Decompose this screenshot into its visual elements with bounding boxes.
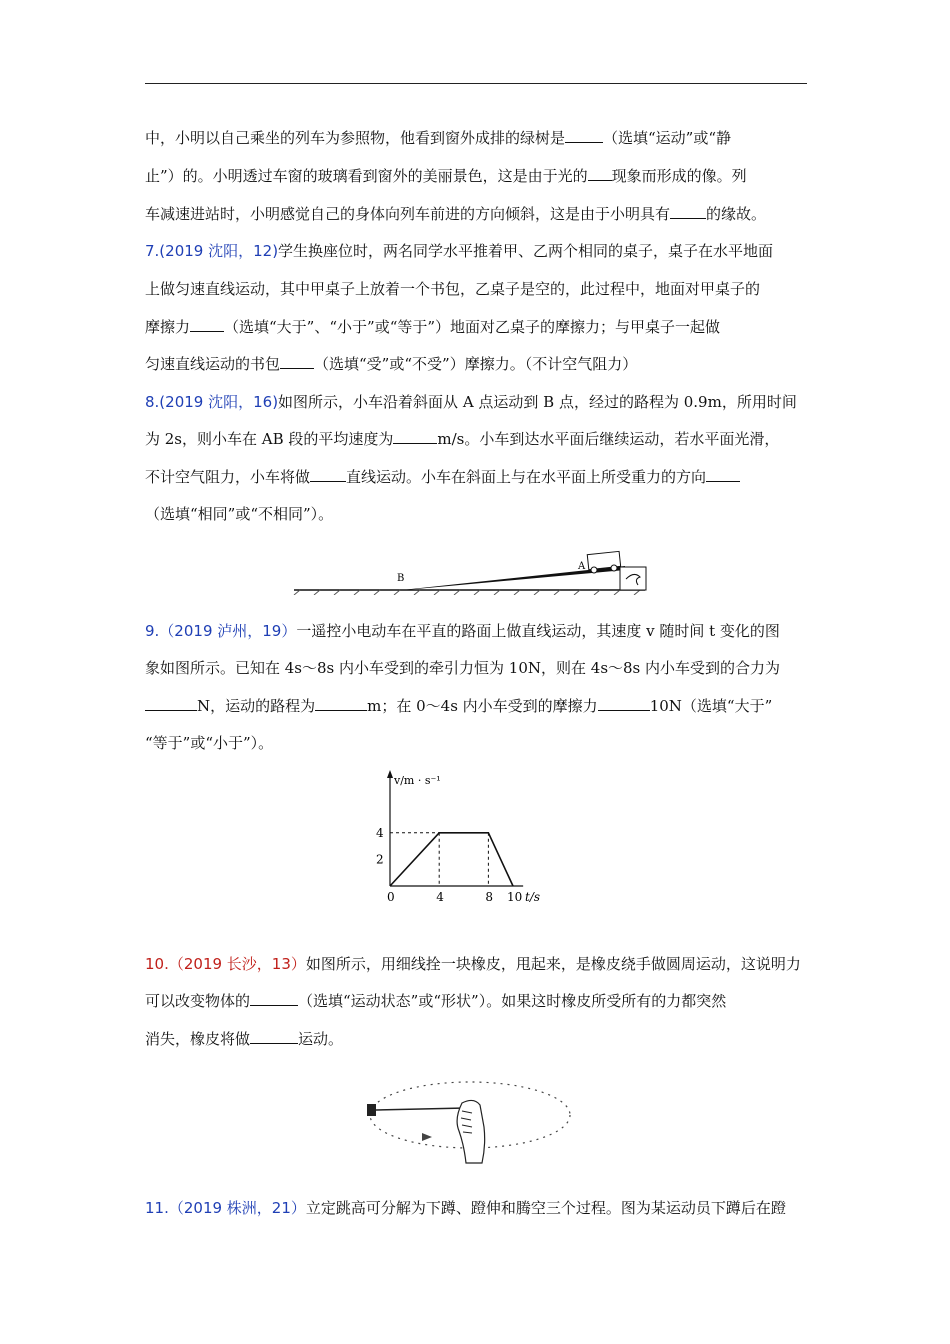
- question-8: 8.(2019 沈阳，16)如图所示，小车沿着斜面从 A 点运动到 B 点，经过的路程为 0.9m，所用时间: [145, 393, 797, 411]
- point-b-label: B: [397, 573, 405, 584]
- circular-motion-figure: [362, 1075, 577, 1170]
- motion-arrow: [422, 1133, 432, 1141]
- question-source-tag: 10.（2019 长沙，13）: [145, 955, 306, 973]
- header-rule: [145, 83, 807, 84]
- hand: [457, 1100, 485, 1163]
- y-tick-label: 4: [376, 825, 384, 840]
- question-9: 9.（2019 泸州，19）一遥控小电动车在平直的路面上做直线运动，其速度 v 随时间 t 变化的图: [145, 622, 780, 640]
- incline-figure: [290, 545, 650, 595]
- text-line: 匀速直线运动的书包 （选填“受”或“不受”）摩擦力。（不计空气阻力）: [145, 355, 638, 373]
- x-tick-label: 0: [387, 890, 395, 904]
- answer-blank[interactable]: [250, 1029, 298, 1044]
- eraser: [367, 1104, 376, 1116]
- y-tick-label: 2: [376, 852, 384, 867]
- question-11: 11.（2019 株洲，21）立定跳高可分解为下蹲、蹬伸和腾空三个过程。图为某运动员下蹲后在蹬: [145, 1199, 786, 1217]
- x-axis-label: t/s: [525, 890, 541, 904]
- text-line: 中，小明以自己乘坐的列车为参照物，他看到窗外成排的绿树是 （选填“运动”或“静: [145, 129, 732, 147]
- text-line: 摩擦力 （选填“大于”、“小于”或“等于”）地面对乙桌子的摩擦力；与甲桌子一起做: [145, 318, 721, 336]
- question-source-tag: 9.（2019 泸州，19）: [145, 622, 297, 640]
- cart-wheel: [591, 567, 597, 573]
- text-line: 可以改变物体的 （选填“运动状态”或“形状”）。如果这时橡皮所受所有的力都突然: [145, 992, 727, 1010]
- velocity-line: [390, 833, 513, 886]
- answer-blank[interactable]: [670, 204, 706, 219]
- answer-blank[interactable]: [280, 354, 314, 369]
- text-line: 象如图所示。已知在 4s～8s 内小车受到的牵引力恒为 10N，则在 4s～8s 内小车受到的合力为: [145, 659, 781, 677]
- x-tick-label: 10: [507, 890, 523, 904]
- cart-wheel: [611, 565, 617, 571]
- answer-blank[interactable]: [588, 166, 612, 181]
- text-line: （选填“相同”或“不相同”）。: [145, 505, 334, 523]
- answer-blank[interactable]: [393, 429, 437, 444]
- question-7: 7.(2019 沈阳，12)学生换座位时，两名同学水平推着甲、乙两个相同的桌子，桌子在水平地面: [145, 242, 774, 260]
- y-axis-arrow: [387, 770, 393, 778]
- text-line: “等于”或“小于”）。: [145, 734, 274, 752]
- string: [376, 1108, 466, 1110]
- answer-blank[interactable]: [310, 467, 346, 482]
- text-line: 上做匀速直线运动，其中甲桌子上放着一个书包，乙桌子是空的，此过程中，地面对甲桌子的: [145, 280, 761, 298]
- text-line: 不计空气阻力，小车将做 直线运动。小车在斜面上与在水平面上所受重力的方向: [145, 467, 740, 487]
- text-line: 车减速进站时，小明感觉自己的身体向列车前进的方向倾斜，这是由于小明具有 的缘故。: [145, 205, 767, 223]
- question-source-tag: 11.（2019 株洲，21）: [145, 1199, 306, 1217]
- point-a-label: A: [578, 561, 586, 572]
- question-source-tag: 7.(2019 沈阳，12): [145, 242, 279, 260]
- x-tick-label: 4: [436, 890, 444, 904]
- answer-blank[interactable]: [706, 467, 740, 482]
- answer-blank[interactable]: [145, 696, 197, 711]
- answer-blank[interactable]: [315, 696, 367, 711]
- question-source-tag: 8.(2019 沈阳，16): [145, 393, 279, 411]
- y-axis-label: v/m · s⁻¹: [394, 774, 441, 787]
- x-tick-label: 8: [485, 890, 494, 904]
- answer-blank[interactable]: [565, 128, 603, 143]
- incline-support-block: [620, 567, 646, 590]
- question-10: 10.（2019 长沙，13）如图所示，用细线拴一块橡皮，甩起来，是橡皮绕手做圆周运动，这说明力: [145, 955, 801, 973]
- velocity-time-chart: [352, 762, 592, 910]
- answer-blank[interactable]: [250, 991, 298, 1006]
- text-line: N，运动的路程为 m；在 0～4s 内小车受到的摩擦力 10N（选填“大于”: [145, 696, 772, 716]
- answer-blank[interactable]: [598, 696, 650, 711]
- text-line: 消失，橡皮将做 运动。: [145, 1030, 344, 1048]
- text-line: 为 2s，则小车在 AB 段的平均速度为 m/s。小车到达水平面后继续运动，若水平面光滑，: [145, 430, 780, 448]
- answer-blank[interactable]: [190, 317, 224, 332]
- text-line: 止”）的。小明透过车窗的玻璃看到窗外的美丽景色，这是由于光的 现象而形成的像。列: [145, 167, 747, 185]
